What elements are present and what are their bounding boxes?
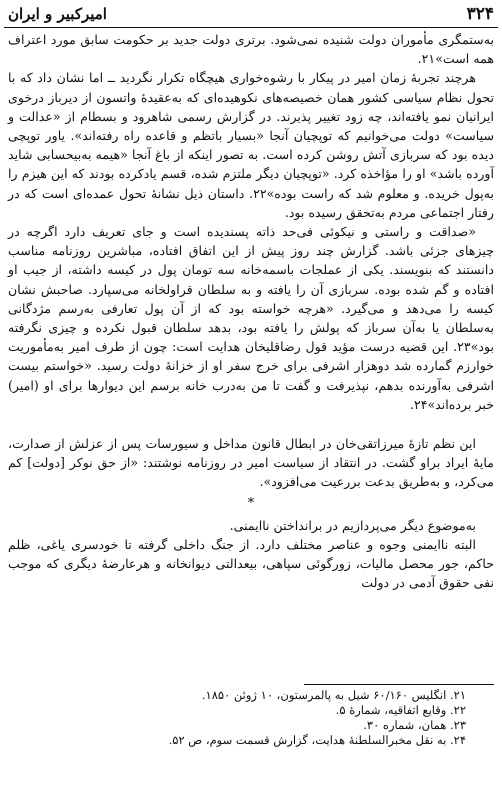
page-number: ۳۲۴ — [466, 4, 494, 24]
footnote: ۲۴. به نقل مخبرالسلطنهٔ هدایت، گزارش قسمت سوم، ص ۵۲. — [168, 733, 466, 747]
footnote: ۲۳. همان، شماره ۳۰. — [363, 718, 466, 732]
running-title: امیرکبیر و ایران — [8, 5, 107, 23]
footnote: ۲۱. انگلیس ۶۰/۱۶۰ شیل به پالمرستون، ۱۰ ژوئن ۱۸۵۰. — [201, 688, 466, 702]
footnotes — [8, 688, 494, 748]
quoted-paragraph: «صداقت و راستی و نیکوئی فی‌حد ذاته پسندیده است و جای تعریف دارد اگرچه در چیزهای جزئی باشد. گزارش چند روز پیش از این اتفاق افتاده، مباشرین روزنامه مناسب دانستند که بنویسند. یکی از عملجات باسمه‌خانه سه تومان پول در کیسه داشته، از جیب او افتاده و گم شده بوده. سربازی آن را یافته و به سلطان قراولخانه می‌سپارد. صاحبش نشان کیسه را می‌دهد و می‌گیرد. «هرچه خواسته بود که از آن پول تعارفی به‌رسم مژدگانی به‌سلطان یا به‌آن سرباز که پولش را یافته بود، بدهد سلطان قبول نکرده و چیزی نگرفته بود»۲۳. این قضیه درست مؤید قول رضاقلیخان هدایت است: چون از طرف امیر به‌مأموریت خوارزم گمارده شد دوهزار اشرفی برای خرج سفر او از خزانهٔ دولت رسید. «خواستم بیست اشرفی به‌آورنده بدهم، نپذیرفت و گفت تا من به‌درب خانه برسم این دیوارها برای او (امیر) خبر برده‌اند»۲۴. — [8, 224, 494, 412]
page-header — [8, 4, 494, 26]
footnote: ۲۲. وقایع اتفاقیه، شمارهٔ ۵. — [335, 703, 466, 717]
paragraph: این نظم تازهٔ میرزاتقی‌خان در ابطال قانون مداخل و سیورسات پس از عزلش از صدارت، مایهٔ ایراد براو گشت. در انتقاد از سیاست امیر در روزنامه نوشتند: «از حق نوکر [دولت] کم می‌کرد، و به‌طریق بدعت بررعیت می‌افزود». — [8, 436, 494, 490]
paragraph: البته ناایمنی وجوه و عناصر مختلف دارد. از جنگ داخلی گرفته تا خودسری یاغی، ظلم حاکم، جور محصل مالیات، زورگوئی سپاهی، بیعدالتی دیوانخانه و هرعارضهٔ دیگری که موجب نفی حقوق آدمی در دولت — [8, 536, 494, 591]
footnote-rule — [304, 684, 494, 685]
header-rule — [4, 27, 498, 28]
body-text — [8, 30, 494, 592]
paragraph: به‌ستمگری مأموران دولت شنیده نمی‌شود. برتری دولت جدید بر حکومت سابق مورد اعتراف همه است»۲۱. — [8, 32, 494, 67]
paragraph: به‌موضوع دیگر می‌پردازیم در برانداختن ناایمنی. — [229, 517, 476, 533]
paragraph: هرچند تجربهٔ زمان امیر در پیکار با رشوه‌خواری هیچگاه تکرار نگردید ــ اما نشان داد که با تحول نظام سیاسی کشور همان خصیصه‌های نکوهیده‌ای که به‌عقیدهٔ واتسون از دیرباز درخوی ایرانیان نمو یافته‌اند، چه زود تغییر پذیرند. در گزارش رسمی شاهرود و بسطام از «عدالت و سیاست» دولت می‌خوانیم که توپچیان آنجا «بسیار باتظم و قاعده راه رفته‌اند». یاور توپچی دیده بود که سربازی آتش روشن کرده است. به تصور اینکه از باغ آنجا «هیمه به‌بیحسابی شاید آورده باشد» او را مؤاخذه کرد. «توپچیان دیگر ملتزم شده، قسم یادکرده بودند که این هیزم را به‌پول خریده. و معلوم شد که راست بوده»۲۲. داستان ذیل نشانهٔ تحول عمده‌ای است که در رفتار اجتماعی مردم به‌تحقق رسیده بود. — [8, 70, 494, 220]
section-separator: * — [247, 495, 255, 511]
